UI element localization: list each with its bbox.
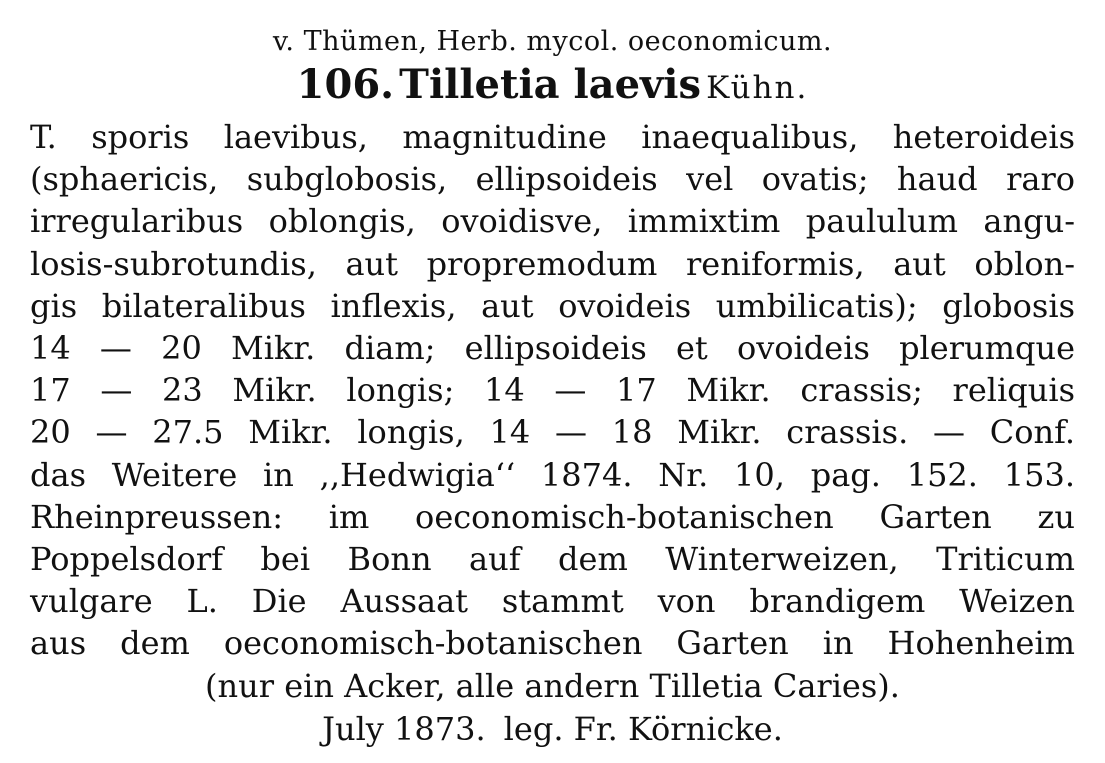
description-line: Poppelsdorf bei Bonn auf dem Winterweizen, Triticum [30,540,1075,579]
description-line: (nur ein Acker, alle andern Tilletia Caries). [205,666,900,705]
species-name: Tilletia laevis [399,61,702,108]
species-title [30,62,1075,116]
description-line: losis-subrotundis, aut propremodum reniformis, aut oblon- [30,244,1075,283]
specimen-number: 106. [296,61,395,108]
description-line: Rheinpreussen: im oeconomisch-botanischen Garten zu [30,497,1075,536]
description-line: 20 — 27.5 Mikr. longis, 14 — 18 Mikr. crassis. — Conf. [30,413,1075,452]
species-author: Kühn. [706,70,809,106]
series-header: v. Thümen, Herb. mycol. oeconomicum. [272,26,833,57]
description-line: gis bilateralibus inflexis, aut ovoideis umbilicatis); globosis [30,286,1075,325]
description-line: (sphaericis, subglobosis, ellipsoideis vel ovatis; haud raro [30,160,1075,199]
description-line: aus dem oeconomisch-botanischen Garten in Hohenheim [30,624,1075,663]
description-line: irregularibus oblongis, ovoidisve, immixtim paululum angu- [30,202,1075,241]
description-line: 14 — 20 Mikr. diam; ellipsoideis et ovoideis plerumque [30,329,1075,368]
collection-date: July 1873. [322,709,486,748]
collection-footer [30,707,1075,751]
description-text [30,116,1075,707]
description-line: T. sporis laevibus, magnitudine inaequalibus, heteroideis [30,118,1075,156]
description-line: das Weitere in ,,Hedwigia‘‘ 1874. Nr. 10, pag. 152. 153. [30,455,1075,494]
collector: leg. Fr. Körnicke. [503,709,783,748]
description-line: vulgare L. Die Aussaat stammt von brandigem Weizen [30,582,1075,621]
description-line: 17 — 23 Mikr. longis; 14 — 17 Mikr. crassis; reliquis [30,371,1075,410]
